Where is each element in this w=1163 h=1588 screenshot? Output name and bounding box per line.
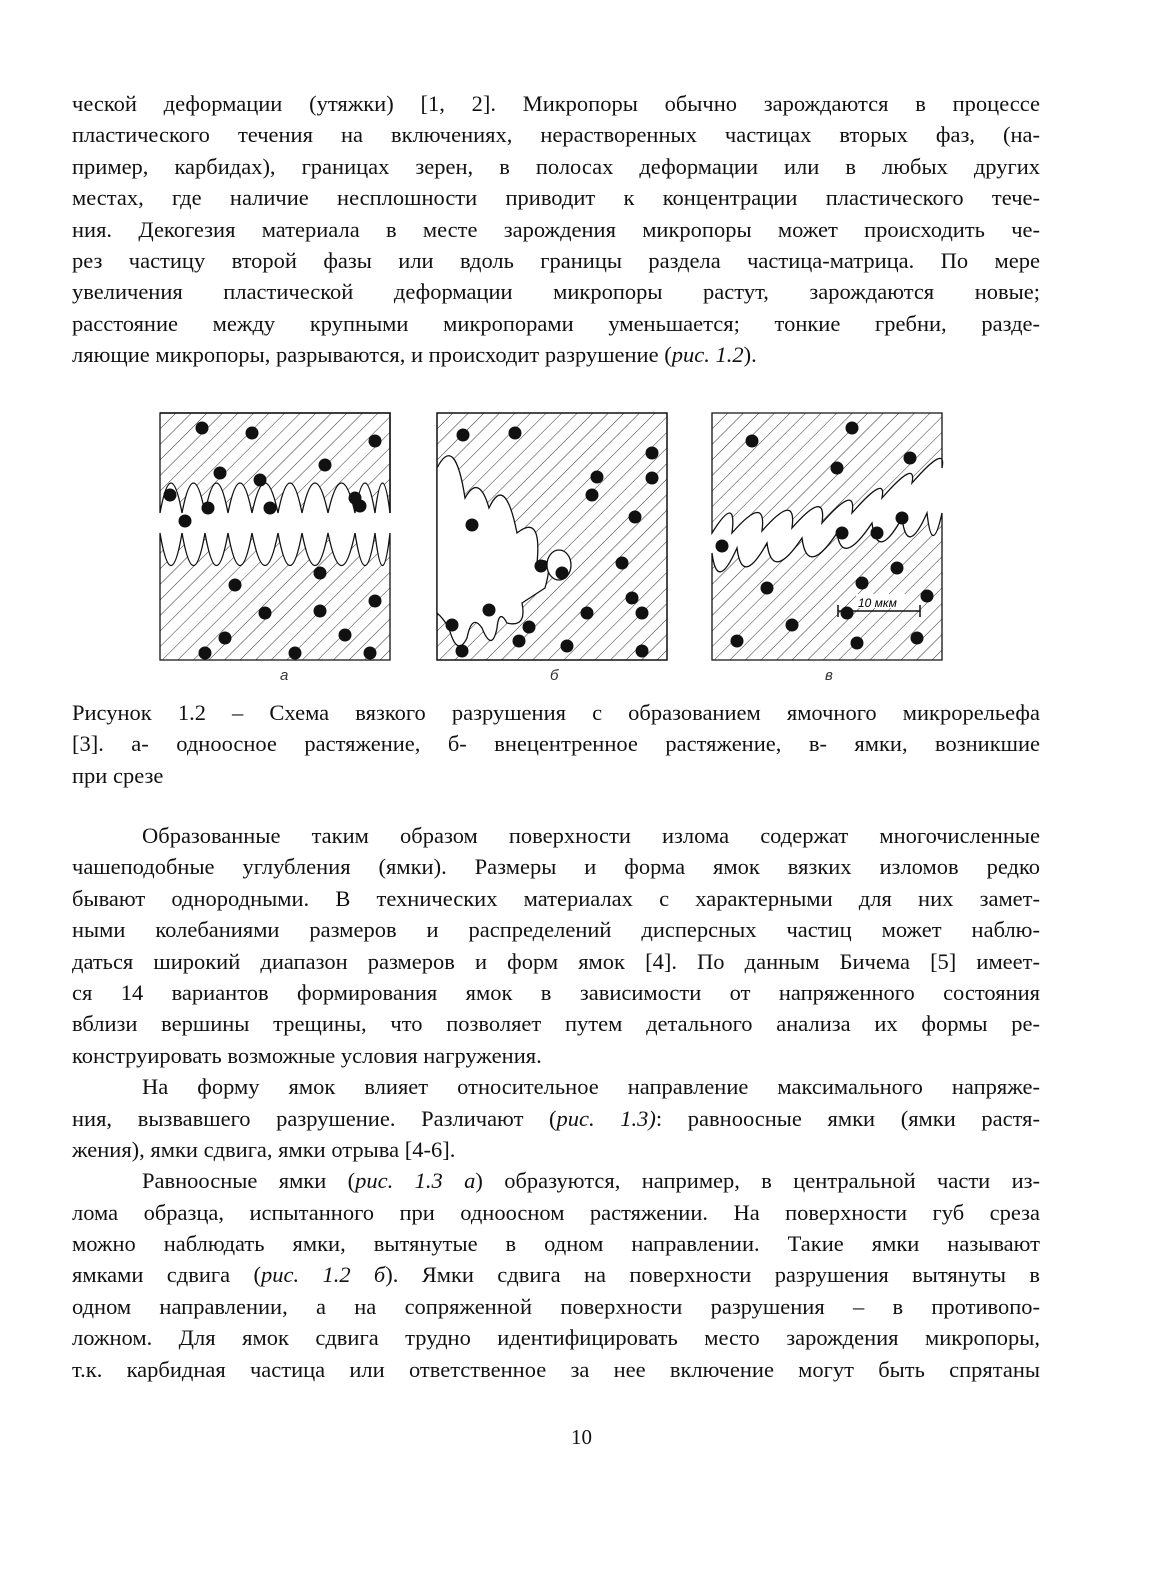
particle-dot bbox=[364, 647, 377, 660]
text-line bbox=[72, 119, 1040, 150]
figure-reference: рис. 1.3) bbox=[556, 1105, 656, 1131]
text-segment: местах, где наличие несплошности приводит к концентрации пластического тече- bbox=[72, 185, 1040, 211]
particle-dot bbox=[731, 635, 744, 648]
text-line bbox=[72, 1197, 1040, 1228]
particle-dot bbox=[636, 607, 649, 620]
scale-bar-label: 10 мкм bbox=[858, 596, 897, 610]
text-line bbox=[72, 88, 1040, 119]
text-segment: увеличения пластической деформации микропоры растут, зарождаются новые; bbox=[72, 279, 1040, 305]
figure-caption bbox=[72, 697, 1040, 791]
particle-dot bbox=[513, 635, 526, 648]
text-segment: ляющие микропоры, разрываются, и происходит разрушение ( bbox=[72, 342, 672, 368]
particle-dot bbox=[196, 422, 209, 435]
panel-c bbox=[712, 413, 943, 660]
text-line bbox=[72, 308, 1040, 339]
text-line bbox=[72, 1228, 1040, 1259]
text-line bbox=[72, 883, 1040, 914]
text-segment: [3]. а- одноосное растяжение, б- внецентренное растяжение, в- ямки, возникшие bbox=[72, 731, 1040, 757]
particle-dot bbox=[626, 592, 639, 605]
text-segment: пример, карбидах), границах зерен, в полосах деформации или в любых других bbox=[72, 153, 1040, 179]
text-line bbox=[72, 697, 1040, 728]
particle-dot bbox=[904, 452, 917, 465]
text-line bbox=[72, 245, 1040, 276]
text-line bbox=[72, 1354, 1040, 1385]
text-line bbox=[72, 977, 1040, 1008]
particle-dot bbox=[319, 459, 332, 472]
particle-dot bbox=[591, 471, 604, 484]
text-segment: одном направлении, а на сопряженной поверхности разрушения – в противопо- bbox=[72, 1293, 1040, 1319]
particle-dot bbox=[509, 427, 522, 440]
particle-dot bbox=[229, 579, 242, 592]
particle-dot bbox=[831, 462, 844, 475]
panel-a bbox=[160, 413, 390, 660]
particle-dot bbox=[369, 595, 382, 608]
particle-dot bbox=[746, 435, 759, 448]
text-line bbox=[72, 760, 1040, 791]
text-segment: ложном. Для ямок сдвига трудно идентифицировать место зарождения микропоры, bbox=[72, 1325, 1040, 1351]
particle-dot bbox=[761, 582, 774, 595]
particle-dot bbox=[214, 467, 227, 480]
text-line bbox=[72, 728, 1040, 759]
particle-dot bbox=[219, 632, 232, 645]
particle-dot bbox=[369, 435, 382, 448]
text-line bbox=[72, 1259, 1040, 1290]
panel-label-c: в bbox=[825, 667, 833, 684]
particle-dot bbox=[921, 590, 934, 603]
text-line bbox=[72, 276, 1040, 307]
text-segment: Равноосные ямки ( bbox=[142, 1168, 356, 1194]
text-segment: ся 14 вариантов формирования ямок в зависимости от напряженного состояния bbox=[72, 979, 1040, 1005]
particle-dot bbox=[896, 512, 909, 525]
text-segment: ). bbox=[743, 342, 757, 368]
paragraph-2 bbox=[72, 820, 1040, 1385]
particle-dot bbox=[581, 607, 594, 620]
text-line bbox=[72, 1071, 1040, 1102]
particle-dot bbox=[871, 527, 884, 540]
text-segment: ния, вызвавшего разрушение. Различают ( bbox=[72, 1105, 557, 1131]
text-segment: ния. Декогезия материала в месте зарождения микропоры может происходить че- bbox=[72, 216, 1040, 242]
text-line bbox=[72, 182, 1040, 213]
panel-label-a: а bbox=[280, 667, 289, 684]
panel-label-b: б bbox=[550, 667, 559, 684]
text-segment: ). Ямки сдвига на поверхности разрушения вытянуты в bbox=[385, 1262, 1040, 1288]
lower-fracture-surface bbox=[160, 533, 390, 660]
text-line bbox=[72, 914, 1040, 945]
text-segment: ческой деформации (утяжки) [1, 2]. Микропоры обычно зарождаются в процессе bbox=[72, 91, 1040, 116]
particle-dot bbox=[841, 607, 854, 620]
text-line bbox=[72, 214, 1040, 245]
particle-dot bbox=[786, 619, 799, 632]
text-line bbox=[72, 820, 1040, 851]
paragraph-1 bbox=[72, 88, 1040, 371]
text-segment: ) образуются, например, в центральной части из- bbox=[475, 1168, 1040, 1194]
lower-shear-surface bbox=[712, 513, 942, 660]
text-segment: лома образца, испытанного при одноосном растяжении. На поверхности губ среза bbox=[72, 1199, 1040, 1225]
figure-reference: рис. 1.3 а bbox=[355, 1168, 476, 1194]
figure-1-2 bbox=[150, 400, 950, 690]
particle-dot bbox=[199, 647, 212, 660]
particle-dot bbox=[456, 645, 469, 658]
panel-b bbox=[437, 413, 667, 660]
text-segment: вблизи вершины трещины, что позволяет путем детального анализа их формы ре- bbox=[72, 1011, 1040, 1037]
text-segment: конструировать возможные условия нагружения. bbox=[72, 1042, 542, 1068]
particle-dot bbox=[523, 621, 536, 634]
particle-dot bbox=[164, 489, 177, 502]
text-segment: чашеподобные углубления (ямки). Размеры и форма ямок вязких изломов редко bbox=[72, 854, 1040, 880]
particle-dot bbox=[254, 474, 267, 487]
particle-dot bbox=[535, 560, 548, 573]
text-segment: расстояние между крупными микропорами уменьшается; тонкие гребни, разде- bbox=[72, 310, 1040, 336]
text-segment: т.к. карбидная частица или ответственное за нее включение могут быть спрятаны bbox=[72, 1356, 1040, 1382]
particle-dot bbox=[586, 489, 599, 502]
text-segment: ными колебаниями размеров и распределений дисперсных частиц может наблю- bbox=[72, 917, 1040, 943]
text-segment: На форму ямок влияет относительное направление максимального напряже- bbox=[142, 1074, 1040, 1100]
text-line bbox=[72, 1103, 1040, 1134]
particle-dot bbox=[457, 429, 470, 442]
text-line bbox=[72, 946, 1040, 977]
figure-reference: рис. 1.2 bbox=[671, 342, 744, 368]
text-segment: можно наблюдать ямки, вытянутые в одном направлении. Такие ямки называют bbox=[72, 1231, 1040, 1257]
text-segment: ямками сдвига ( bbox=[72, 1262, 261, 1288]
particle-dot bbox=[646, 447, 659, 460]
particle-dot bbox=[246, 427, 259, 440]
particle-dot bbox=[289, 647, 302, 660]
particle-dot bbox=[629, 511, 642, 524]
particle-dot bbox=[716, 540, 729, 553]
particle-dot bbox=[339, 629, 352, 642]
particle-dot bbox=[561, 640, 574, 653]
particle-dot bbox=[179, 515, 192, 528]
particle-dot bbox=[259, 607, 272, 620]
text-segment: даться широкий диапазон размеров и форм ямок [4]. По данным Бичема [5] имеет- bbox=[72, 948, 1040, 974]
particle-dot bbox=[911, 632, 924, 645]
text-line bbox=[72, 1291, 1040, 1322]
text-segment: жения), ямки сдвига, ямки отрыва [4-6]. bbox=[72, 1136, 456, 1162]
particle-dot bbox=[202, 502, 215, 515]
particle-dot bbox=[636, 645, 649, 658]
particle-dot bbox=[851, 637, 864, 650]
particle-dot bbox=[616, 557, 629, 570]
text-segment: Образованные таким образом поверхности излома содержат многочисленные bbox=[142, 823, 1040, 848]
text-line bbox=[72, 151, 1040, 182]
particle-dot bbox=[314, 605, 327, 618]
particle-dot bbox=[264, 502, 277, 515]
text-segment: : равноосные ямки (ямки растя- bbox=[655, 1105, 1041, 1131]
text-line bbox=[72, 1008, 1040, 1039]
particle-dot bbox=[314, 567, 327, 580]
particle-dot bbox=[466, 519, 479, 532]
text-segment: бывают однородными. В технических материалах с характерными для них замет- bbox=[72, 885, 1040, 911]
text-line bbox=[72, 1040, 1040, 1071]
text-segment: Рисунок 1.2 – Схема вязкого разрушения с образованием ямочного микрорельефа bbox=[72, 700, 1040, 725]
particle-dot bbox=[846, 422, 859, 435]
figure-reference: рис. 1.2 б bbox=[260, 1262, 386, 1288]
particle-dot bbox=[646, 472, 659, 485]
text-segment: рез частицу второй фазы или вдоль границы раздела частица-матрица. По мере bbox=[72, 247, 1040, 273]
text-line bbox=[72, 1322, 1040, 1353]
particle-dot bbox=[446, 619, 459, 632]
particle-dot bbox=[856, 577, 869, 590]
particle-dot bbox=[483, 604, 496, 617]
text-line bbox=[72, 851, 1040, 882]
upper-shear-surface bbox=[712, 413, 943, 533]
text-line bbox=[72, 1165, 1040, 1196]
particle-dot bbox=[891, 562, 904, 575]
particle-dot bbox=[836, 527, 849, 540]
particle-dot bbox=[556, 567, 569, 580]
particle-dot bbox=[354, 500, 367, 513]
text-line bbox=[72, 339, 1040, 370]
text-segment: при срезе bbox=[72, 762, 164, 788]
page-number: 10 bbox=[571, 1425, 592, 1449]
text-segment: пластического течения на включениях, нерастворенных частицах вторых фаз, (на- bbox=[72, 122, 1040, 148]
text-line bbox=[72, 1134, 1040, 1165]
